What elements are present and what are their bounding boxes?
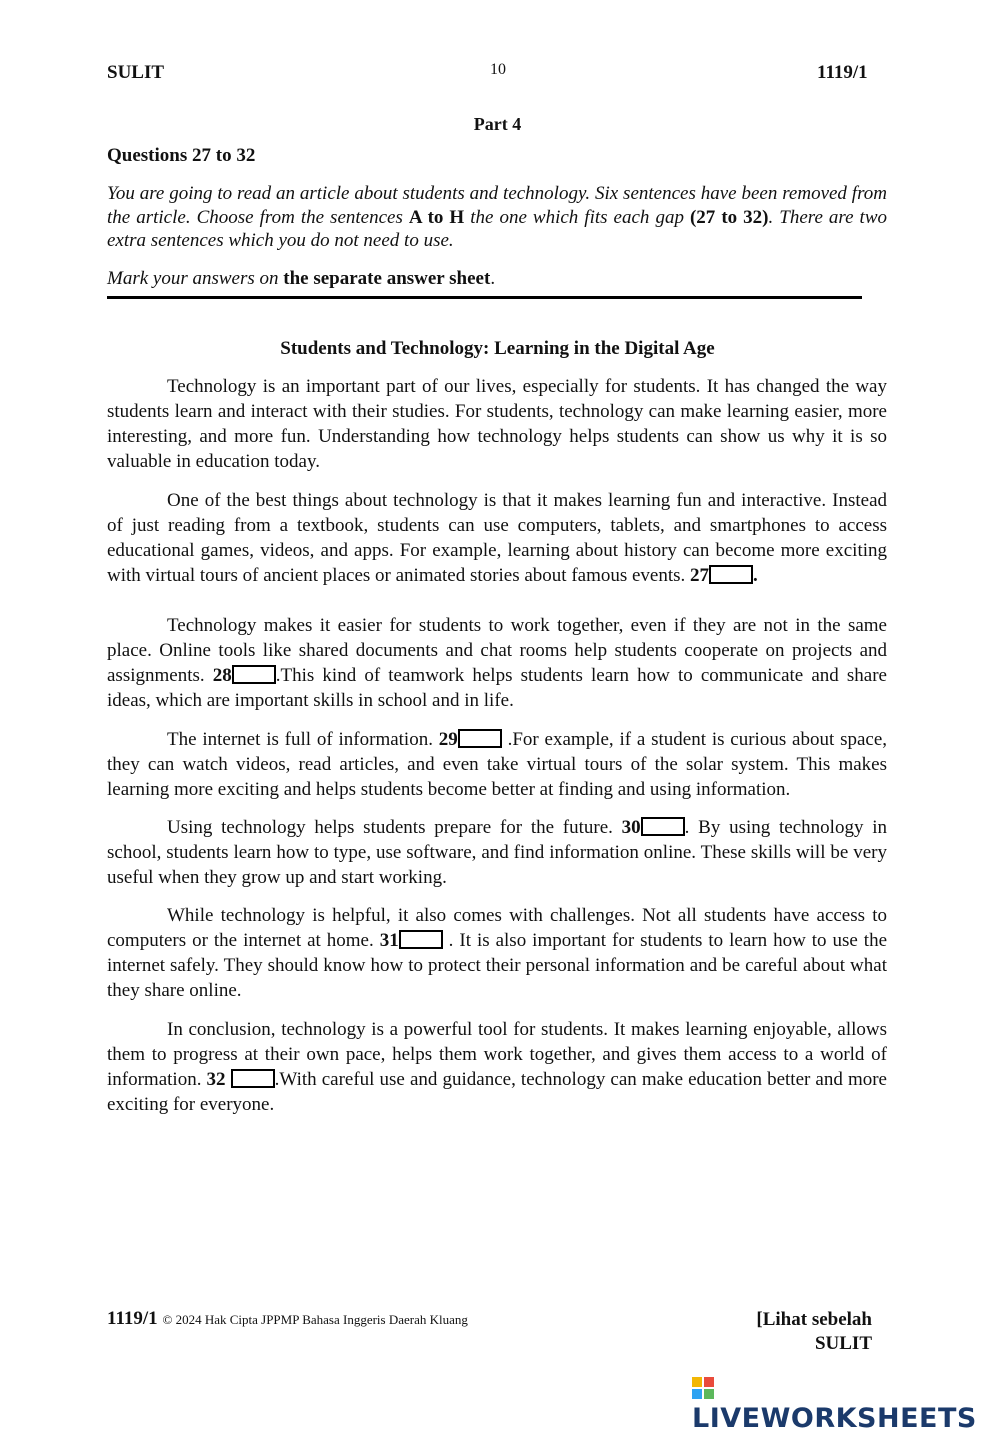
questions-heading: Questions 27 to 32	[107, 145, 256, 166]
liveworksheets-logo-icon	[692, 1377, 714, 1399]
question-number-31: 31	[379, 930, 399, 951]
article-paragraph-7: In conclusion, technology is a powerful tool for students. It makes learning enjoyable, allows them to progress at their own pace, helps them work together, and gives them access to a world of information. 32 .With careful use and guidance, technology can make education better and more exciting for everyone.	[107, 1019, 887, 1115]
footer-right	[680, 1308, 872, 1356]
answer-box-30[interactable]	[641, 817, 685, 836]
answer-box-28[interactable]	[232, 665, 276, 684]
article-paragraph-6: While technology is helpful, it also comes with challenges. Not all students have access to computers or the internet at home. 31 . It is also important for students to learn how to use the internet safely. They should know how to protect their personal information and be careful about what they share online.	[107, 905, 888, 1001]
answer-box-32[interactable]	[231, 1069, 275, 1088]
footer-sulit: SULIT	[814, 1333, 872, 1354]
footer-turn-page: [Lihat sebelah	[756, 1309, 872, 1330]
mark-answers-instruction: Mark your answers on the separate answer sheet.	[107, 268, 496, 289]
header-right-code: 1119/1	[817, 62, 868, 83]
question-number-32: 32	[206, 1069, 226, 1090]
page-number: 10	[490, 61, 506, 78]
question-number-29: 29	[438, 729, 458, 750]
answer-box-27[interactable]	[709, 565, 753, 584]
article-paragraph-4: The internet is full of information. 29 .For example, if a student is curious about space, they can watch videos, read articles, and even take virtual tours of the solar system. This makes learning more exciting and helps students become better at finding and using information.	[107, 729, 888, 800]
article-title: Students and Technology: Learning in the Digital Age	[280, 338, 715, 359]
instructions-text: You are going to read an article about students and technology. Six sentences have been removed from the article. Choose from the sentences A to H the one which fits each gap (27 to 32). There are two extra sentences which you do not need to use.	[107, 183, 888, 251]
article-paragraph-3: Technology makes it easier for students to work together, even if they are not in the same place. Online tools like shared documents and chat rooms help students cooperate on projects and assignments. 28 .This kind of teamwork helps students learn how to communicate and share ideas, which are important skills in school and in life.	[107, 615, 887, 711]
question-number-28: 28	[212, 665, 232, 686]
question-number-27: 27	[690, 565, 710, 586]
article-paragraph-1: Technology is an important part of our lives, especially for students. It has changed the way students learn and interact with their studies. For students, technology can make learning easier, more interesting, and more fun. Understanding how technology helps students can show us why it is so valuable in education today.	[107, 376, 887, 472]
question-number-30: 30	[621, 817, 641, 838]
header-left-label: SULIT	[107, 62, 165, 83]
part-label: Part 4	[473, 114, 522, 134]
divider-rule	[107, 296, 862, 299]
answer-box-29[interactable]	[458, 729, 502, 748]
footer-copyright: © 2024 Hak Cipta JPPMP Bahasa Inggeris Daerah Kluang	[162, 1312, 468, 1327]
footer-left	[107, 1308, 468, 1330]
footer-code: 1119/1	[107, 1308, 158, 1329]
article-paragraph-5: Using technology helps students prepare for the future. 30 . By using technology in school, students learn how to type, use software, and find information online. These skills will be very useful when they grow up and start working.	[107, 817, 887, 888]
answer-box-31[interactable]	[399, 930, 443, 949]
liveworksheets-logo[interactable]	[692, 1372, 999, 1434]
liveworksheets-logo-text: LIVEWORKSHEETS	[692, 1403, 977, 1434]
article-paragraph-2: One of the best things about technology is that it makes learning fun and interactive. Instead of just reading from a textbook, students can use computers, tablets, and smartphones to access educational games, videos, and apps. For example, learning about history can become more exciting with virtual tours of ancient places or animated stories about famous events. 27 .	[107, 490, 887, 586]
